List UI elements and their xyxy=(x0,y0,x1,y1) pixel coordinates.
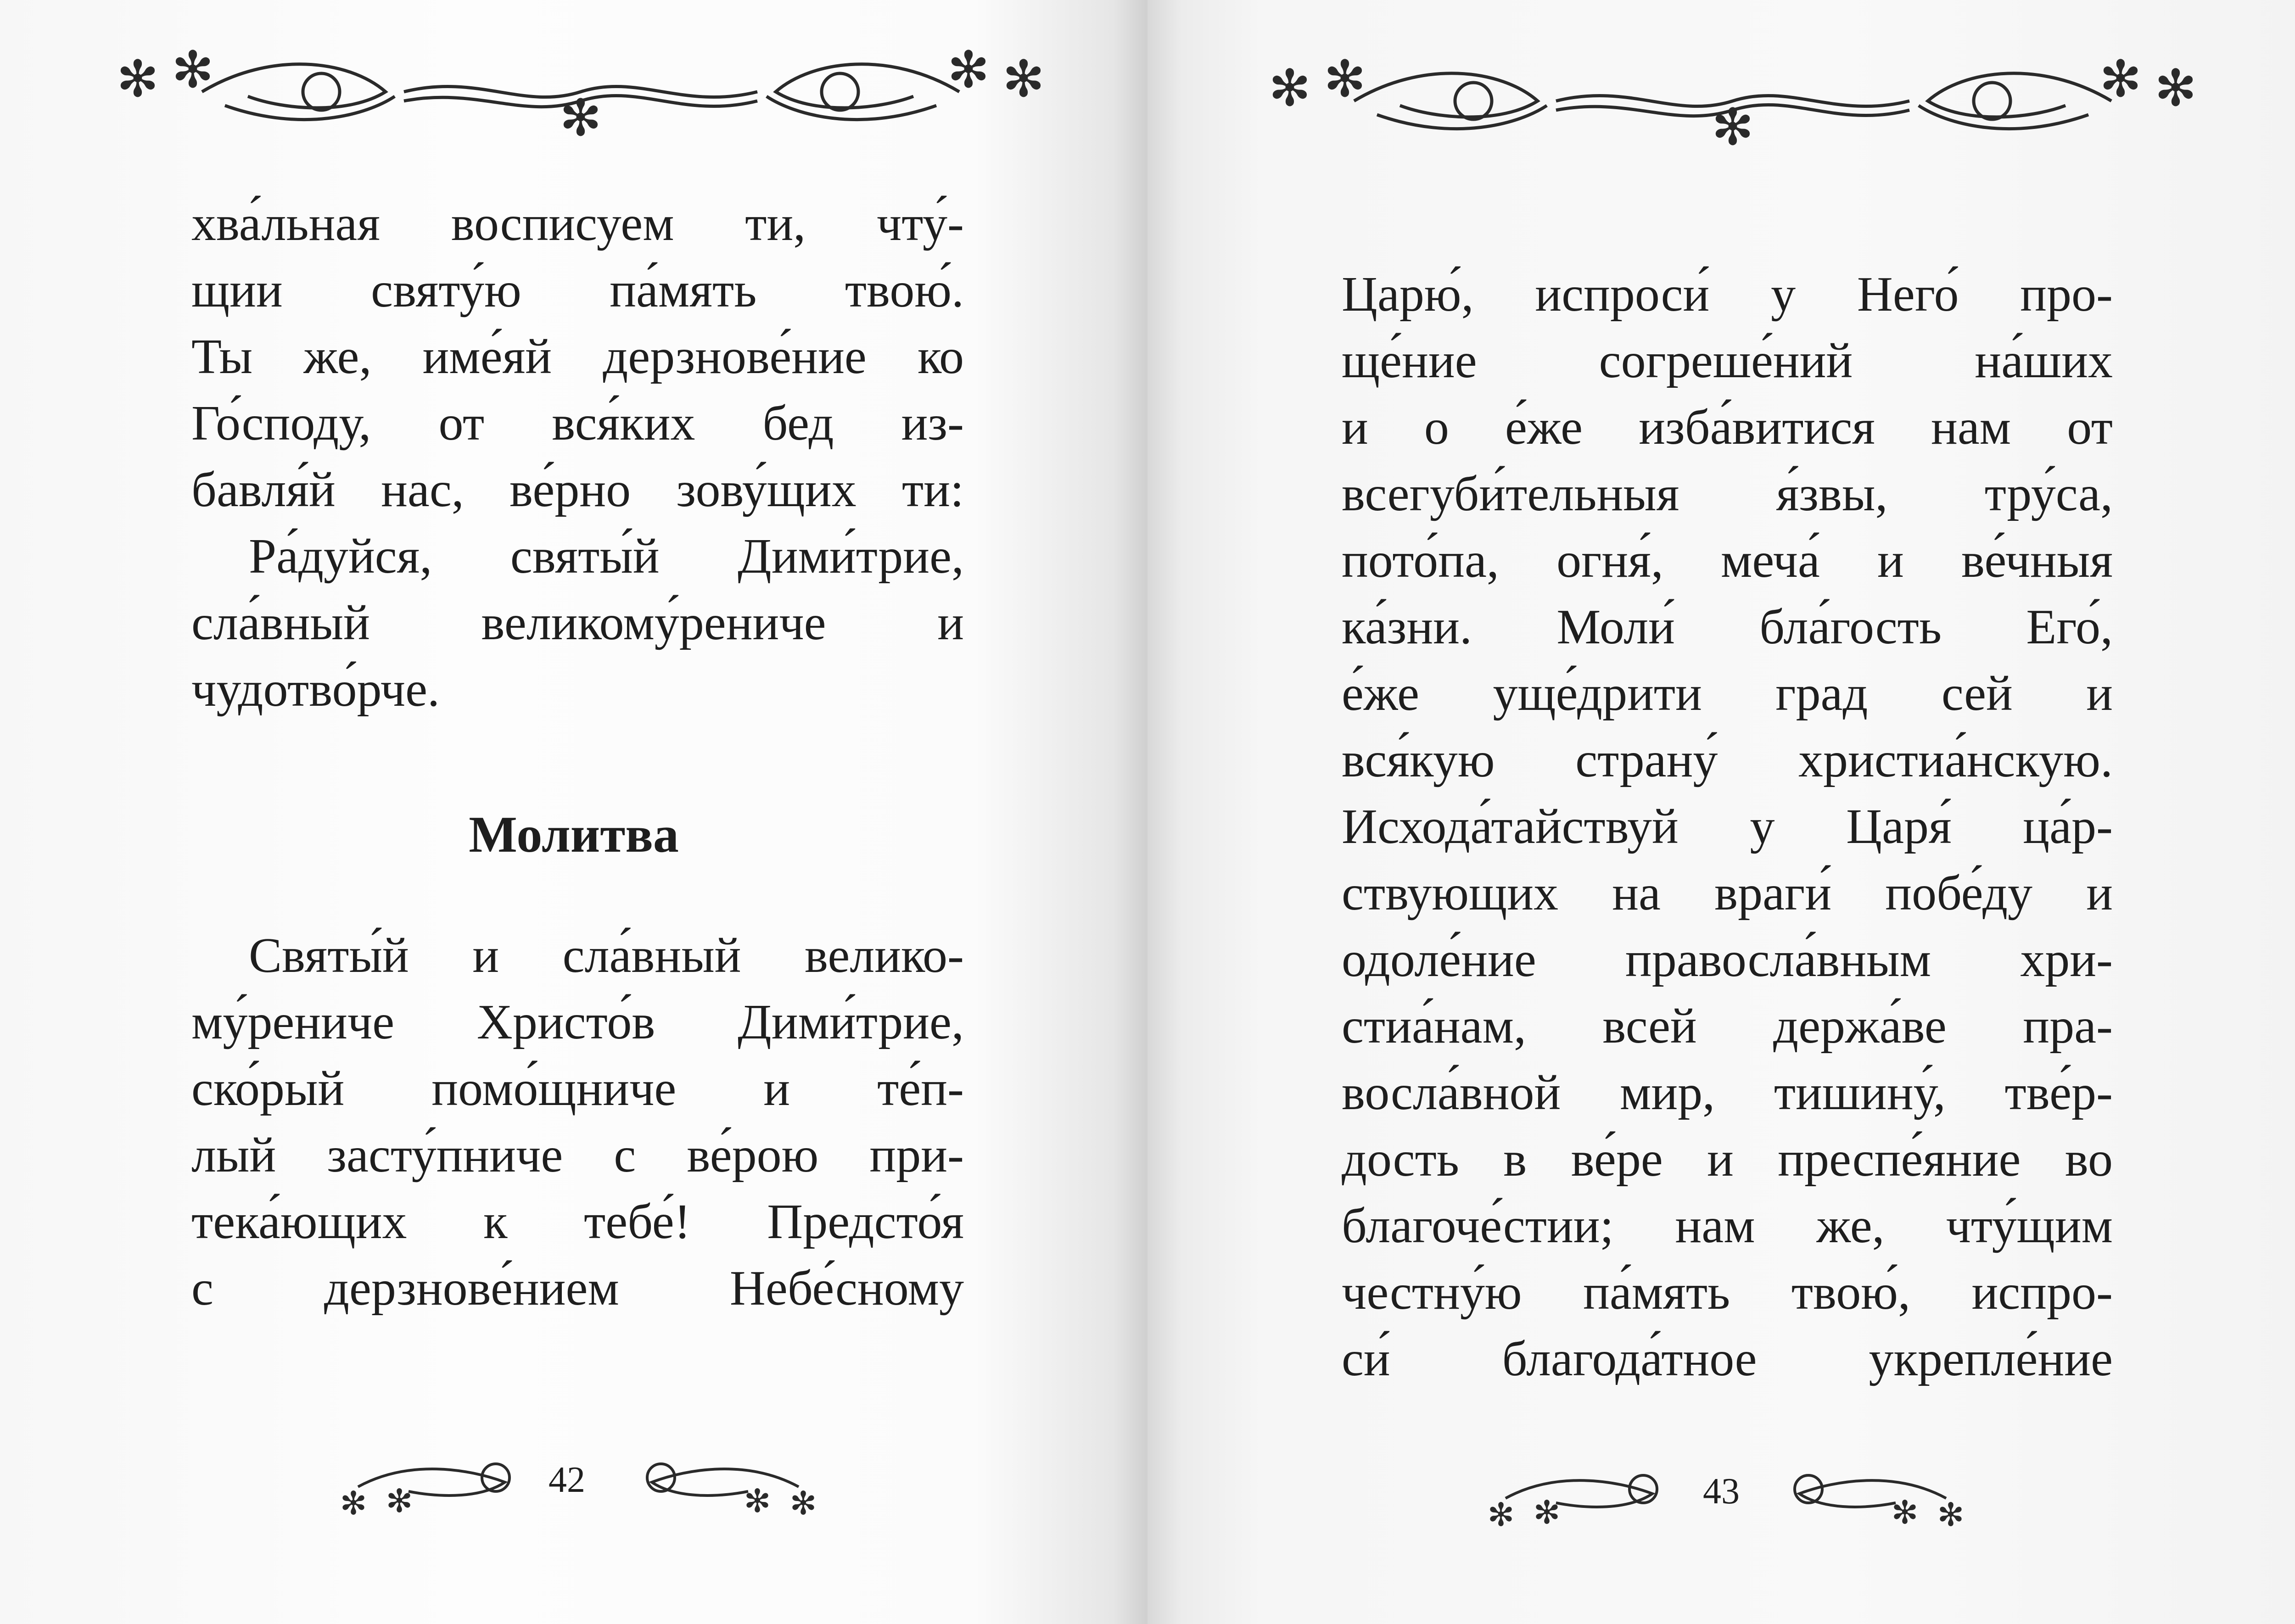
section-heading: Молитва xyxy=(469,806,679,863)
text-line: восла́вной мир, тишину́, тве́р- xyxy=(1342,1066,2113,1120)
svg-text:✻: ✻ xyxy=(340,1484,367,1519)
svg-text:✻: ✻ xyxy=(1268,59,1311,117)
text-line: тека́ющих к тебе́! Предсто́я xyxy=(191,1194,964,1249)
svg-text:✻: ✻ xyxy=(789,1484,817,1519)
text-line: ще́ние согреше́ний на́ших xyxy=(1342,334,2113,388)
text-line: пото́па, огня́, меча́ и ве́чныя xyxy=(1342,533,2113,588)
text-line: ка́зни. Моли́ бла́гость Его́, xyxy=(1342,600,2113,654)
text-line: бавля́й нас, ве́рно зову́щих ти: xyxy=(191,463,964,517)
header-ornament-icon xyxy=(1258,50,2208,147)
text-line: Го́споду, от вся́ких бед из- xyxy=(191,396,964,451)
text-line: Ра́дуйся, святы́й Дими́трие, xyxy=(249,529,964,584)
svg-text:✻: ✻ xyxy=(1711,98,1754,147)
text-line: си́ благода́тное укрепле́ние xyxy=(1342,1332,2113,1386)
text-line: е́же уще́дрити град сей и xyxy=(1342,666,2113,721)
svg-text:✻: ✻ xyxy=(2099,50,2142,108)
svg-text:✻: ✻ xyxy=(559,89,602,138)
text-line: Святы́й и сла́вный велико- xyxy=(249,928,964,983)
text-line: дость в ве́ре и преспе́яние во xyxy=(1342,1132,2113,1187)
text-line: лый засту́пниче с ве́рою при- xyxy=(191,1128,964,1183)
text-line: чудотво́рче. xyxy=(191,662,440,717)
text-line: Ты же, име́яй дерзнове́ние ко xyxy=(191,329,964,384)
text-line: всегуби́тельныя я́звы, тру́са, xyxy=(1342,467,2113,521)
svg-text:✻: ✻ xyxy=(1487,1496,1515,1530)
text-line: честну́ю па́мять твою́, испро- xyxy=(1342,1265,2113,1320)
right-page xyxy=(1148,0,2295,1624)
header-ornament-icon xyxy=(110,41,1051,138)
text-line: ствующих на враги́ побе́ду и xyxy=(1342,866,2113,921)
text-line: хва́льная восписуем ти, чту́- xyxy=(191,196,964,251)
text-line: стиа́нам, всей держа́ве пра- xyxy=(1342,999,2113,1054)
page-number: 42 xyxy=(549,1460,585,1500)
text-line: ско́рый помо́щниче и те́п- xyxy=(191,1061,964,1116)
svg-text:✻: ✻ xyxy=(744,1482,771,1519)
text-line: благоче́стии; нам же, чту́щим xyxy=(1342,1199,2113,1253)
page-number: 43 xyxy=(1703,1471,1740,1512)
svg-text:✻: ✻ xyxy=(116,50,159,108)
svg-text:✻: ✻ xyxy=(386,1482,413,1519)
svg-text:✻: ✻ xyxy=(1533,1494,1561,1530)
text-line: и о е́же изба́витися нам от xyxy=(1342,400,2113,455)
svg-text:✻: ✻ xyxy=(1937,1496,1965,1530)
text-line: одоле́ние правосла́вным хри- xyxy=(1342,932,2113,987)
svg-text:✻: ✻ xyxy=(2154,59,2197,117)
text-line: вся́кую страну́ христиа́нскую. xyxy=(1342,733,2113,787)
svg-text:✻: ✻ xyxy=(1891,1494,1919,1530)
svg-text:✻: ✻ xyxy=(1323,50,1366,108)
text-line: щии святу́ю па́мять твою́. xyxy=(191,263,964,318)
svg-text:✻: ✻ xyxy=(947,41,990,99)
svg-text:✻: ✻ xyxy=(1002,50,1045,108)
text-line: Исхода́тайствуй у Царя́ ца́р- xyxy=(1342,799,2113,854)
text-line: с дерзнове́нием Небе́сному xyxy=(191,1261,964,1316)
text-line: Царю́, испроси́ у Него́ про- xyxy=(1342,267,2113,322)
text-line: сла́вный великому́рениче и xyxy=(191,596,964,650)
text-line: му́рениче Христо́в Дими́трие, xyxy=(191,995,964,1049)
svg-text:✻: ✻ xyxy=(171,41,214,99)
